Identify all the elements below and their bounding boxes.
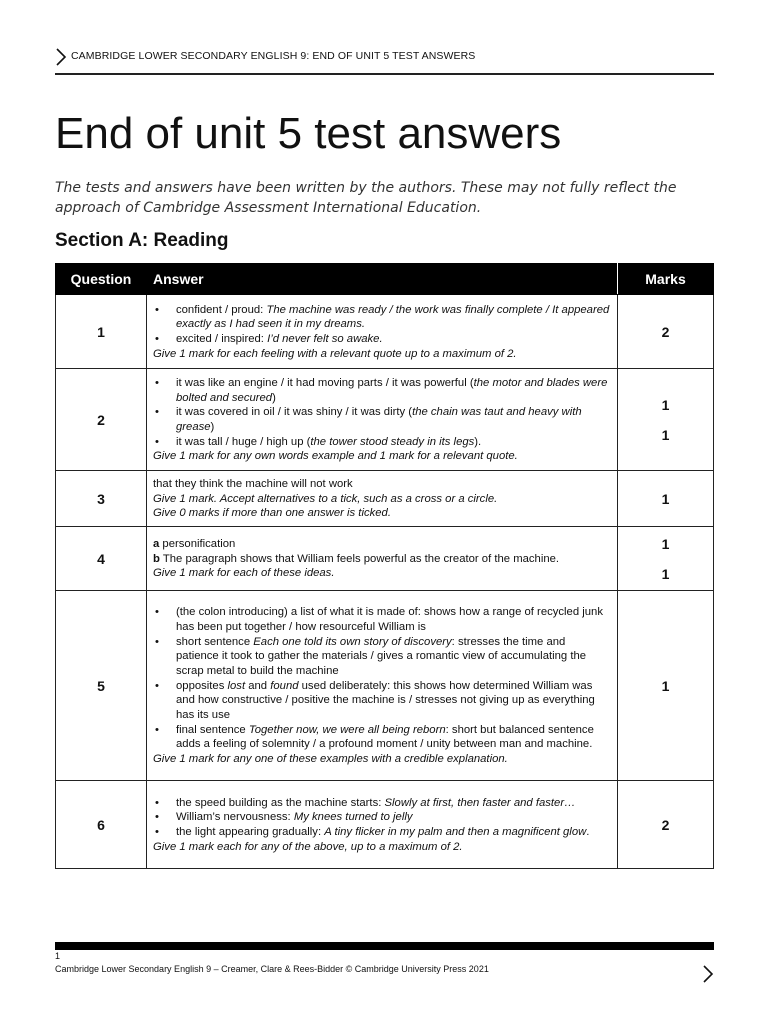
marks-cell xyxy=(618,369,714,471)
answer-bullet xyxy=(153,303,611,332)
answers-table xyxy=(55,263,714,869)
answer-part xyxy=(153,537,611,552)
marks-cell xyxy=(618,295,714,369)
answer-bullet xyxy=(153,332,611,347)
question-number: 5 xyxy=(56,591,147,781)
marking-note: Give 1 mark for any own words example and 1 mark for a relevant quote. xyxy=(153,450,518,463)
answer-text: the light appearing gradually: xyxy=(176,826,325,838)
part-label: a xyxy=(153,537,160,550)
footer-copyright: Cambridge Lower Secondary English 9 – Creamer, Clare & Rees-Bidder © Cambridge University Press 2021 xyxy=(55,964,489,974)
header-question: Question xyxy=(56,264,147,295)
answer-text: short sentence xyxy=(176,635,254,648)
page-header xyxy=(55,46,714,75)
answer-bullet xyxy=(153,679,611,723)
table-row xyxy=(56,471,714,527)
answer-text: that they think the machine will not work xyxy=(153,477,353,490)
chevron-right-icon xyxy=(55,48,67,66)
answer-text: the tower stood steady in its legs xyxy=(310,435,475,448)
answer-text: A tiny flicker in my palm and then a magnificent glow xyxy=(324,826,587,838)
answer-text: the motor and blades were bolted and secured xyxy=(176,376,608,404)
part-label: b xyxy=(153,552,160,565)
question-number: 6 xyxy=(56,781,147,869)
answer-text: William’s nervousness: xyxy=(176,811,294,824)
marks-value: 1 xyxy=(661,677,670,694)
chevron-right-icon[interactable] xyxy=(702,965,714,983)
answer-text: : stresses the time and patience it took to gather the materials / gives a romantic view of accumulating the scrap metal to build the machine xyxy=(176,635,587,677)
answer-cell xyxy=(147,781,618,869)
answer-text: ) xyxy=(210,421,215,433)
answer-text: Slowly at first, then faster and faster… xyxy=(384,796,576,809)
marks-cell xyxy=(618,527,714,591)
answer-text: it was tall / huge / high up ( xyxy=(176,435,311,448)
marking-note: Give 1 mark for each of these ideas. xyxy=(153,567,335,580)
header-marks: Marks xyxy=(618,264,714,295)
answer-text: . xyxy=(586,826,590,838)
answer-text: lost xyxy=(227,679,246,692)
answer-bullet xyxy=(153,376,611,405)
header-answer: Answer xyxy=(147,264,618,295)
table-row xyxy=(56,369,714,471)
marking-note: Give 1 mark for each feeling with a relevant quote up to a maximum of 2. xyxy=(153,347,517,360)
answer-cell xyxy=(147,369,618,471)
answer-bullet xyxy=(153,405,611,434)
answer-text: it was like an engine / it had moving parts / it was powerful ( xyxy=(176,376,474,389)
part-text: The paragraph shows that William feels powerful as the creator of the machine. xyxy=(159,552,560,565)
marking-note: Give 1 mark. Accept alternatives to a tick, such as a cross or a circle. xyxy=(153,492,498,505)
marks-value: 2 xyxy=(661,816,670,833)
answer-text: confident / proud: xyxy=(176,303,267,316)
page-title: End of unit 5 test answers xyxy=(55,109,562,158)
marks-value: 1 xyxy=(661,565,670,582)
marks-cell xyxy=(618,471,714,527)
answer-text: I’d never felt so awake. xyxy=(267,333,383,345)
header-text: CAMBRIDGE LOWER SECONDARY ENGLISH 9: END OF UNIT 5 TEST ANSWERS xyxy=(71,50,476,62)
answer-text: ) xyxy=(272,391,276,404)
answer-text: Each one told its own story of discovery xyxy=(253,635,452,648)
answer-text: the chain was taut and heavy with grease xyxy=(176,406,582,433)
answer-text: Together now, we were all being reborn xyxy=(248,723,446,736)
answer-bullet xyxy=(153,435,611,450)
answer-cell xyxy=(147,591,618,781)
answer-cell xyxy=(147,527,618,591)
answer-text: used deliberately: this shows how determined William was and how constructive / positive the machine is / stresses not giving up as everything has its use xyxy=(176,679,595,722)
answer-text: (the colon introducing) a list of what it is made of: shows how a range of recycled junk has been put together / how resourceful William is xyxy=(176,606,603,633)
question-number: 4 xyxy=(56,527,147,591)
marks-value: 1 xyxy=(661,396,670,413)
answer-list xyxy=(153,376,611,450)
marks-cell xyxy=(618,591,714,781)
answer-text: excited / inspired: xyxy=(176,333,268,345)
answer-bullet xyxy=(153,605,611,634)
answer-text: final sentence xyxy=(176,723,249,736)
table-row xyxy=(56,591,714,781)
answer-text: the speed building as the machine starts: xyxy=(176,796,385,809)
question-number: 2 xyxy=(56,369,147,471)
marking-note: Give 1 mark for any one of these examples with a credible explanation. xyxy=(153,753,508,766)
part-text: personification xyxy=(159,537,236,550)
section-heading: Section A: Reading xyxy=(55,230,229,251)
table-row xyxy=(56,527,714,591)
footer-bar xyxy=(55,942,714,950)
table-row xyxy=(56,295,714,369)
answer-bullet xyxy=(153,825,611,840)
question-number: 3 xyxy=(56,471,147,527)
answer-part xyxy=(153,552,611,567)
answer-bullet xyxy=(153,723,611,752)
table-header-row xyxy=(56,264,714,295)
marks-cell xyxy=(618,781,714,869)
marks-value: 1 xyxy=(661,426,670,443)
marking-note: Give 1 mark each for any of the above, up to a maximum of 2. xyxy=(153,840,463,853)
answer-text: found xyxy=(270,679,299,692)
marks-value: 1 xyxy=(661,490,670,507)
answer-bullet xyxy=(153,635,611,679)
answer-bullet xyxy=(153,796,611,811)
answer-text: My knees turned to jelly xyxy=(293,811,413,824)
answer-cell xyxy=(147,471,618,527)
answer-bullet xyxy=(153,810,611,825)
answer-list xyxy=(153,605,611,752)
page-number: 1 xyxy=(55,951,61,961)
answer-text: it was covered in oil / it was shiny / it was dirty ( xyxy=(176,406,413,419)
answer-list xyxy=(153,796,611,840)
marks-value: 1 xyxy=(661,535,670,552)
marks-value: 2 xyxy=(661,323,670,340)
table-row xyxy=(56,781,714,869)
answer-text: opposites xyxy=(176,679,228,692)
answer-text: ). xyxy=(474,435,482,448)
intro-text: The tests and answers have been written by the authors. These may not fully reflect the approach of Cambridge Assessment International Education. xyxy=(55,180,677,216)
answer-text: : short but balanced sentence adds a feeling of solemnity / a profound moment / unity between man and machine. xyxy=(176,723,594,751)
marking-note: Give 0 marks if more than one answer is ticked. xyxy=(153,507,391,520)
answer-cell xyxy=(147,295,618,369)
answer-text: The machine was ready / the work was finally complete / It appeared exactly as I had seen it in my dreams. xyxy=(176,303,610,331)
answer-list xyxy=(153,303,611,347)
answer-text: and xyxy=(245,679,271,692)
question-number: 1 xyxy=(56,295,147,369)
